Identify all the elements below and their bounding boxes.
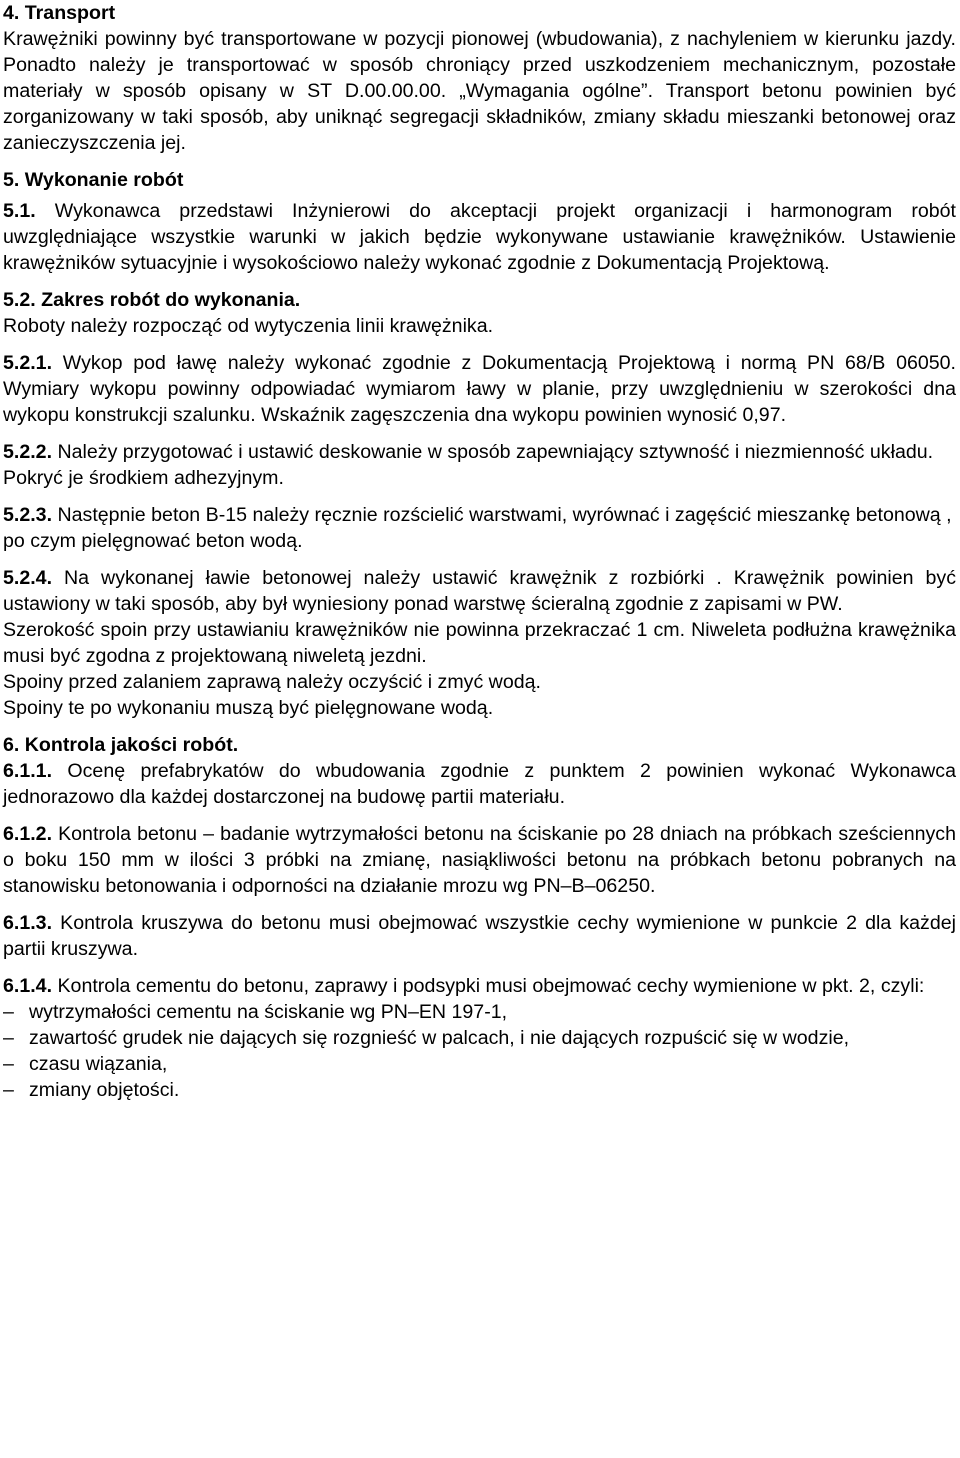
- paragraph-6-1-4: [3, 973, 956, 999]
- paragraph-number: 5.2.2.: [3, 441, 53, 463]
- section-4: [3, 0, 956, 156]
- paragraph-text: Kontrola cementu do betonu, zaprawy i podsypki musi obejmować cechy wymienione w pkt. 2, czyli:: [52, 975, 925, 997]
- list-item-text: zawartość grudek nie dających się rozgnieść w palcach, i nie dających rozpuścić się w wodzie,: [29, 1027, 850, 1049]
- section-heading: 4. Transport: [3, 2, 116, 24]
- section-5-2-4: [3, 565, 956, 721]
- paragraph: Spoiny przed zalaniem zaprawą należy oczyścić i zmyć wodą.: [3, 671, 541, 693]
- list-item: [3, 1025, 956, 1051]
- paragraph: Szerokość spoin przy ustawianiu krawężników nie powinna przekraczać 1 cm. Niweleta podłużna krawężnika musi być zgodna z projektowaną niweletą jezdni.: [3, 619, 956, 667]
- paragraph-text: Wykonawca przedstawi Inżynierowi do akceptacji projekt organizacji i harmonogram robót uwzględniające wszystkie warunki w jakich będzie wykonywane ustawianie krawężników. Ustawienie krawężników sytuacyjnie i wysokościowo należy wykonać zgodnie z Dokumentacją Projektową.: [3, 200, 956, 274]
- paragraph-number: 6.1.2.: [3, 823, 53, 845]
- list-item: [3, 1077, 956, 1103]
- section-heading: 5.2. Zakres robót do wykonania.: [3, 289, 301, 311]
- section-5-2: [3, 287, 956, 339]
- paragraph-number: 5.2.4.: [3, 567, 53, 589]
- paragraph-text: Następnie beton B-15 należy ręcznie rozścielić warstwami, wyrównać i zagęścić mieszankę betonową , po czym pielęgnować beton wodą.: [3, 504, 952, 552]
- paragraph-text: Kontrola betonu – badanie wytrzymałości betonu na ściskanie po 28 dniach na próbkach sześciennych o boku 150 mm w ilości 3 próbki na zmianę, nasiąkliwości betonu na próbkach betonu pobranych na stanowisku betonowania i odporności na działanie mrozu wg PN–B–06250.: [3, 823, 956, 897]
- list-item-text: czasu wiązania,: [29, 1053, 168, 1075]
- section-heading: 5. Wykonanie robót: [3, 169, 184, 191]
- paragraph-5-2-2: [3, 439, 956, 491]
- list-item: [3, 999, 956, 1025]
- paragraph-text: Kontrola kruszywa do betonu musi obejmować wszystkie cechy wymienione w punkcie 2 dla każdej partii kruszywa.: [3, 912, 956, 960]
- paragraph-number: 6.1.3.: [3, 912, 53, 934]
- paragraph-text: Należy przygotować i ustawić deskowanie w sposób zapewniający sztywność i niezmienność układu. Pokryć je środkiem adhezyjnym.: [3, 441, 934, 489]
- list-item-text: zmiany objętości.: [29, 1079, 180, 1101]
- paragraph: Krawężniki powinny być transportowane w pozycji pionowej (wbudowania), z nachyleniem w kierunku jazdy. Ponadto należy je transportować w sposób chroniący przed uszkodzeniem mechanicznym, pozostałe materiały w sposób opisany w ST D.00.00.00. „Wymagania ogólne”. Transport betonu powinien być zorganizowany w taki sposób, aby uniknąć segregacji składników, zmiany składu mieszanki betonowej oraz zanieczyszczenia jej.: [3, 28, 956, 154]
- dash-bullet: –: [3, 1001, 14, 1023]
- paragraph-number: 5.2.3.: [3, 504, 53, 526]
- paragraph-text: Wykop pod ławę należy wykonać zgodnie z Dokumentacją Projektową i normą PN 68/B 06050. Wymiary wykopu powinny odpowiadać wymiarom ławy w planie, przy uwzględnieniu w szerokości dna wykopu konstrukcji szalunku. Wskaźnik zagęszczenia dna wykopu powinien wynosić 0,97.: [3, 352, 956, 426]
- list-item: [3, 1051, 956, 1077]
- paragraph: Roboty należy rozpocząć od wytyczenia linii krawężnika.: [3, 315, 494, 337]
- dash-bullet: –: [3, 1079, 14, 1101]
- paragraph: Spoiny te po wykonaniu muszą być pielęgnowane wodą.: [3, 697, 494, 719]
- paragraph-number: 6.1.1.: [3, 760, 53, 782]
- paragraph-number: 6.1.4.: [3, 975, 53, 997]
- paragraph-number: 5.2.1.: [3, 352, 53, 374]
- section-6-1-4: [3, 973, 956, 1103]
- dash-bullet: –: [3, 1027, 14, 1049]
- paragraph-6-1-3: [3, 910, 956, 962]
- paragraph-5-2-1: [3, 350, 956, 428]
- paragraph-5-2-4: [3, 565, 956, 617]
- paragraph-5-2-3: [3, 502, 956, 554]
- dash-bullet: –: [3, 1053, 14, 1075]
- paragraph-text: Na wykonanej ławie betonowej należy ustawić krawężnik z rozbiórki . Krawężnik powinien być ustawiony w taki sposób, aby był wyniesiony ponad warstwę ścieralną zgodnie z zapisami w PW.: [3, 567, 956, 615]
- list-item-text: wytrzymałości cementu na ściskanie wg PN–EN 197-1,: [29, 1001, 508, 1023]
- paragraph-6-1-1: [3, 758, 956, 810]
- paragraph-5-1: [3, 198, 956, 276]
- section-6: [3, 732, 956, 810]
- section-heading: 6. Kontrola jakości robót.: [3, 734, 239, 756]
- paragraph-text: Ocenę prefabrykatów do wbudowania zgodnie z punktem 2 powinien wykonać Wykonawca jednorazowo dla każdej dostarczonej na budowę partii materiału.: [3, 760, 956, 808]
- section-5: [3, 167, 956, 193]
- paragraph-number: 5.1.: [3, 200, 36, 222]
- paragraph-6-1-2: [3, 821, 956, 899]
